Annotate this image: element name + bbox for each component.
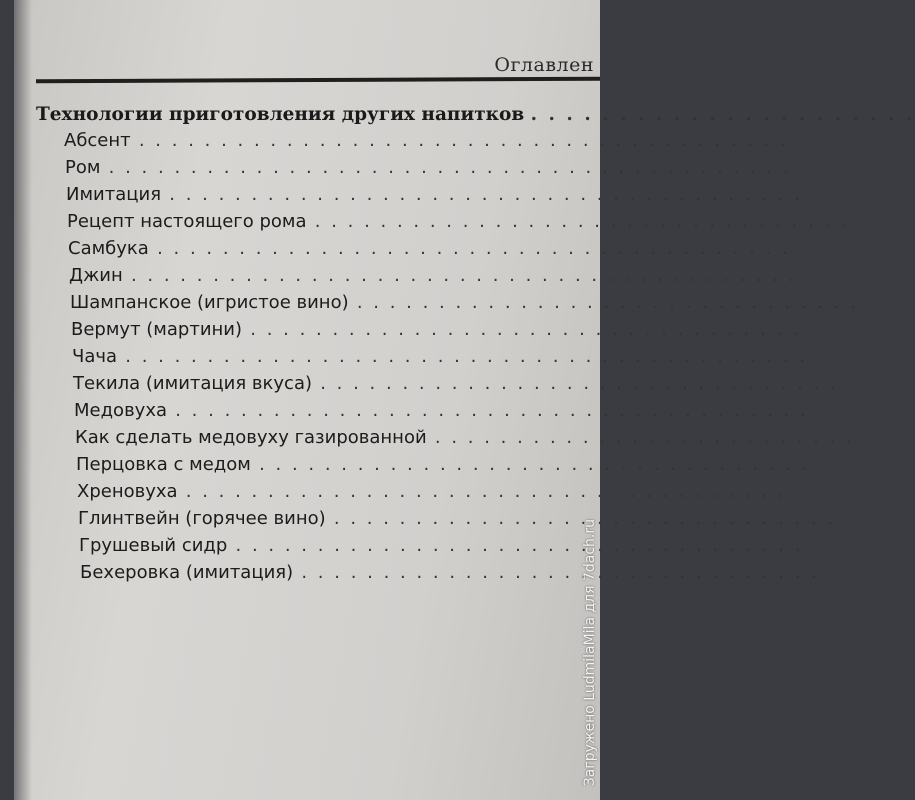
toc-entry: Чача . . . . . . . . . . . . . . . . . . . . . . . . . . . . . . . . . . . . . . . . . . [72,346,808,367]
toc-entry: Грушевый сидр . . . . . . . . . . . . . . . . . . . . . . . . . . . . . . . . . . . [79,535,803,556]
book-page [14,0,915,800]
running-header: Оглавлен [494,54,594,76]
toc-entry: Самбука . . . . . . . . . . . . . . . . . . . . . . . . . . . . . . . . . . . . . . . [68,238,791,259]
toc-entry: Джин . . . . . . . . . . . . . . . . . . . . . . . . . . . . . . . . . . . . . . . . . . [69,265,814,286]
toc-entry: Абсент . . . . . . . . . . . . . . . . . . . . . . . . . . . . . . . . . . . . . . . . [64,130,789,151]
toc-entry: Текила (имитация вкуса) . . . . . . . . . . . . . . . . . . . . . . . . . . . . . . . . [73,373,839,394]
toc-entry: Как сделать медовуху газированной . . . . . . . . . . . . . . . . . . . . . . . . . . [75,427,855,448]
section-title-text: Технологии приготовления других напитков [36,104,525,125]
toc-entry: Медовуха . . . . . . . . . . . . . . . . . . . . . . . . . . . . . . . . . . . . . . . [74,400,809,421]
toc-entry: Рецепт настоящего рома . . . . . . . . . . . . . . . . . . . . . . . . . . . . . . . . . [67,211,850,232]
page-gutter-shadow [14,0,32,800]
leader-dots: . . . . . . . . . . . . . . . . . . . . . . [530,104,915,125]
watermark-text: Загружено LudmilaMila для 7dach.ru [582,518,598,786]
header-rule [36,77,600,83]
toc-section-title [36,104,915,125]
toc-entry: Бехеровка (имитация) . . . . . . . . . . . . . . . . . . . . . . . . . . . . . . . . [80,562,820,583]
toc-entry: Хреновуха . . . . . . . . . . . . . . . . . . . . . . . . . . . . . . . . . . . . . [77,481,786,502]
toc-entry: Глинтвейн (горячее вино) . . . . . . . . . . . . . . . . . . . . . . . . . . . . . . . [78,508,836,529]
toc-entry: Имитация . . . . . . . . . . . . . . . . . . . . . . . . . . . . . . . . . . . . . . . [66,184,803,205]
toc-entry: Ром . . . . . . . . . . . . . . . . . . . . . . . . . . . . . . . . . . . . . . . . . . [65,157,792,178]
toc-entry: Шампанское (игристое вино) . . . . . . . . . . . . . . . . . . . . . . . . . . . . . . . [70,292,859,313]
toc-entry: Перцовка с медом . . . . . . . . . . . . . . . . . . . . . . . . . . . . . . . . . . [76,454,810,475]
toc-entry: Вермут (мартини) . . . . . . . . . . . . . . . . . . . . . . . . . . . . . . . . . . [71,319,802,340]
